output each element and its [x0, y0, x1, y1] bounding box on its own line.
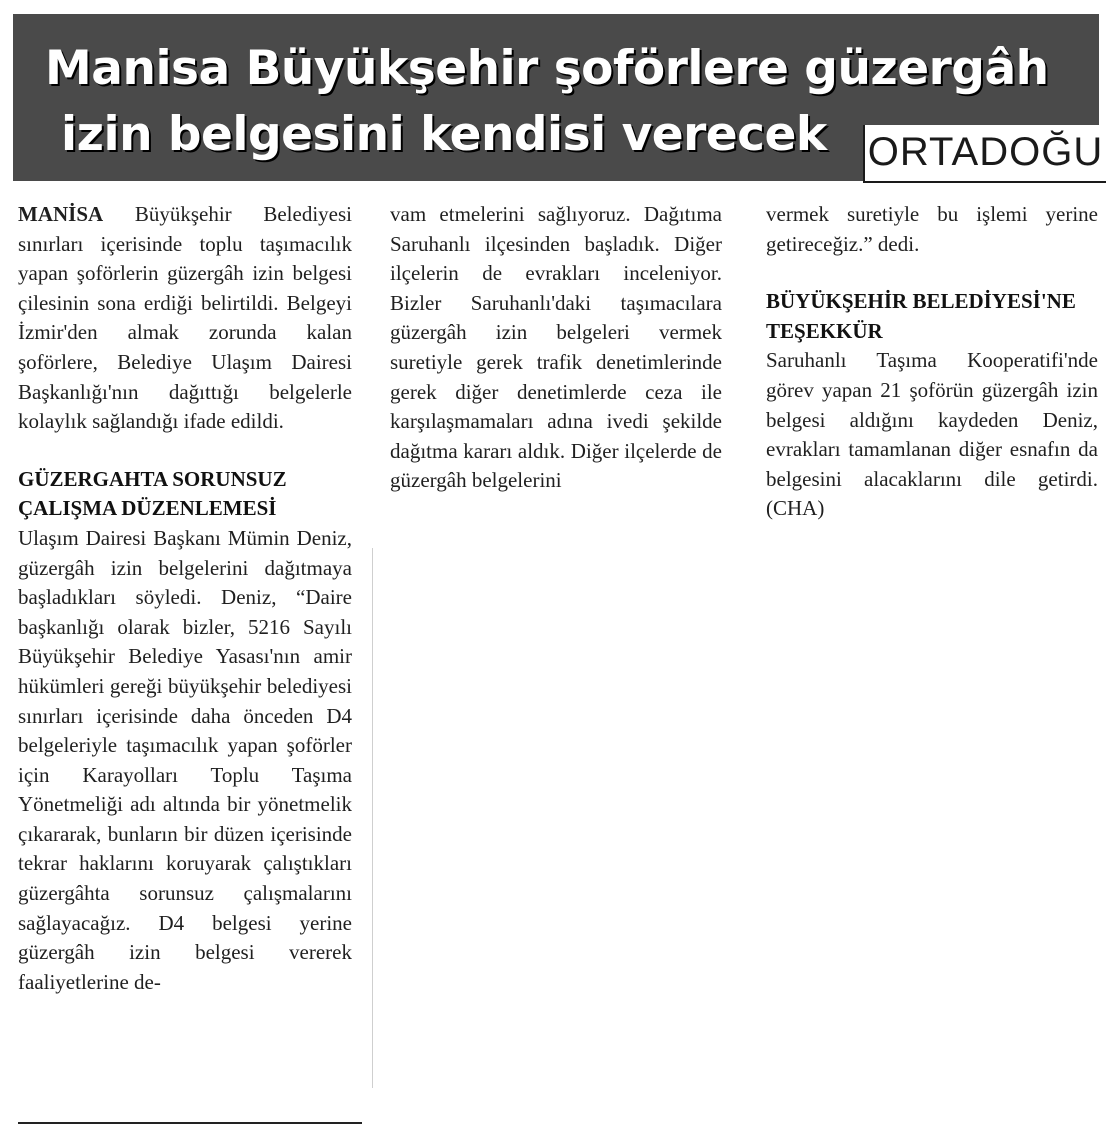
headline-line-1: Manisa Büyükşehir şoförlere güzergâh: [45, 41, 1049, 96]
article-column-2: [390, 200, 722, 496]
subhead-1: GÜZERGAHTA SORUNSUZ ÇALIŞMA DÜZENLEMESİ: [18, 466, 287, 521]
subhead-2: BÜYÜKŞEHİR BELEDİYESİ'NE TEŞEKKÜR: [766, 289, 1076, 343]
column-divider: [372, 548, 373, 1088]
body-paragraph-3: vermek suretiyle bu işlemi yerine getireceğiz.” dedi.: [766, 202, 1098, 256]
dateline: MANİSA: [18, 202, 104, 226]
article-column-1: [18, 200, 352, 997]
intro-text: Büyükşehir Belediyesi sınırları içerisinde toplu taşımacılık yapan şoförlerin güzergâh izin belgesi çilesinin sona erdiği belirtildi. Belgeyi İzmir'den almak zorunda kalan şoförlere, Belediye Ulaşım Dairesi Başkanlığı'nın dağıttığı belgelerle kolaylık sağlandığı ifade edildi.: [18, 202, 352, 434]
bottom-rule: [18, 1122, 362, 1124]
body-paragraph-1: Ulaşım Dairesi Başkanı Mümin Deniz, güzergâh izin belgelerini dağıtmaya başladıkları söyledi. Deniz, “Daire başkanlığı olarak bizler, 5216 Sayılı Büyükşehir Belediye Yasası'nın amir hükümleri gereği büyükşehir belediyesi sınırları içerisinde daha önceden D4 belgeleriyle taşımacılık yapan şoförler için Karayolları Toplu Taşıma Yönetmeliği adı altında bir yönetmelik çıkararak, bunların bir düzen içerisinde tekrar haklarını koruyarak çalıştıkları güzergâhta sorunsuz çalışmalarını sağlayacağız. D4 belgesi yerine güzergâh izin belgesi vererek faaliyetlerine de-: [18, 525, 352, 994]
article-column-3: [766, 200, 1098, 524]
headline-line-2: izin belgesini kendisi verecek: [61, 107, 827, 162]
body-paragraph-2: vam etmelerini sağlıyoruz. Dağıtıma Saruhanlı ilçesinden başladık. Diğer ilçelerin de evrakları inceleniyor. Bizler Saruhanlı'daki taşımacılara güzergâh izin belgeleri vermek suretiyle gerek trafik denetimlerinde gerek diğer denetimlerde ceza ile karşılaşmamaları adına ivedi şekilde dağıtma kararı aldık. Diğer ilçelerde de güzergâh belgelerini: [390, 202, 722, 493]
body-paragraph-4: Saruhanlı Taşıma Kooperatifi'nde görev yapan 21 şoförün güzergâh izin belgesi aldığını kaydeden Deniz, evrakları tamamlanan diğer esnafın da belgesini alacaklarını dile getirdi. (CHA): [766, 348, 1098, 521]
source-label: ORTADOĞU: [863, 125, 1106, 183]
intro-paragraph: [18, 200, 352, 437]
